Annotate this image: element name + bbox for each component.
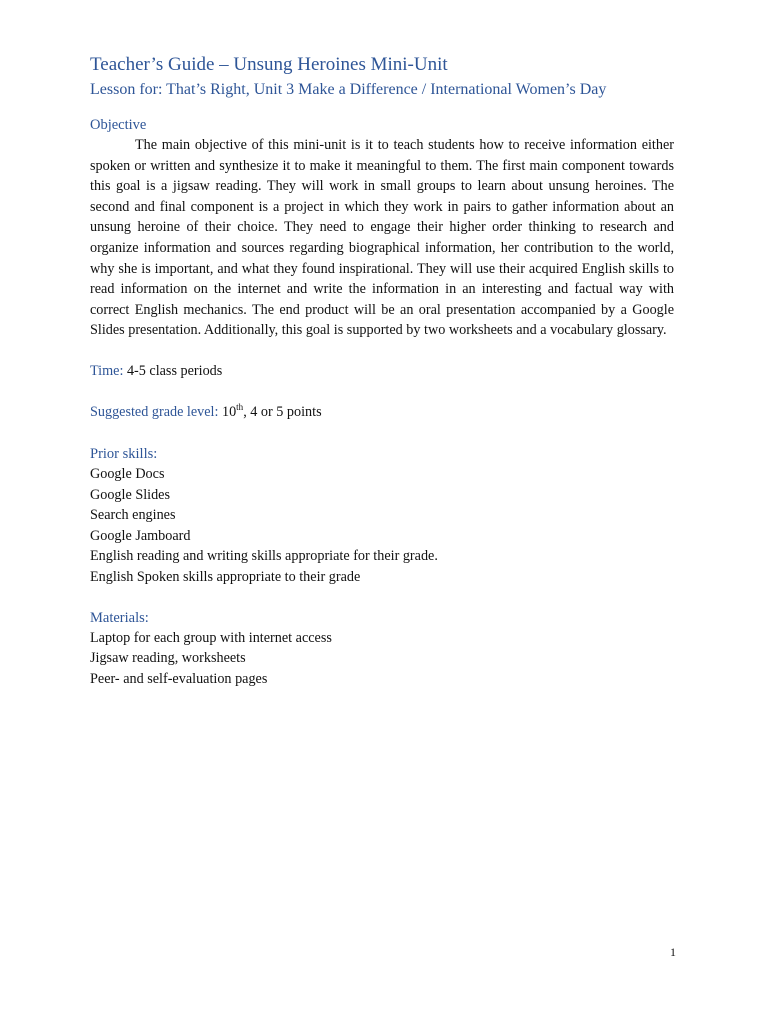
materials-list [90,628,674,690]
material-item: Laptop for each group with internet access [90,629,332,646]
grade-level-points: , 4 or 5 points [243,403,322,420]
document-title: Teacher’s Guide – Unsung Heroines Mini-Unit [90,54,448,75]
materials-heading: Materials: [90,609,149,626]
objective-section [90,115,674,341]
prior-skill-item: Google Jamboard [90,527,191,544]
materials-section [90,608,674,690]
prior-skill-item: Google Docs [90,465,165,482]
prior-skill-item: Search engines [90,507,176,524]
material-item: Jigsaw reading, worksheets [90,650,246,667]
objective-text: The main objective of this mini-unit is it to teach students how to receive information either spoken or written and synthesize it to make it meaningful to them. The first main component towards this goal is a jigsaw reading. They will work in small groups to learn about unsung heroines. The second and final component is a project in which they work in pairs to gather information about an unsung heroine of their choice. They need to engage their higher order thinking to research and organize information and sources regarding biographical information, her contribution to the world, why she is important, and what they found inspirational. They will use their acquired English skills to read information on the internet and write the information in an interesting and factual way with correct English mechanics. The end product will be an oral presentation accompanied by a Google Slides presentation. Additionally, this goal is supported by two worksheets and a vocabulary glossary. [90,137,674,339]
prior-skill-item: English Spoken skills appropriate to their grade [90,568,361,585]
grade-level-line [90,402,674,422]
document-subtitle: Lesson for: That’s Right, Unit 3 Make a Difference / International Women’s Day [90,81,607,98]
prior-skill-item: English reading and writing skills appropriate for their grade. [90,548,438,565]
time-value: 4-5 class periods [126,362,223,379]
grade-level-superscript: th [236,401,244,412]
time-label: Time: [90,362,124,379]
time-line [90,361,674,381]
grade-level-number: 10 [221,403,237,420]
prior-skills-section [90,444,674,588]
page-content [90,53,674,689]
objective-paragraph [90,135,674,341]
prior-skills-list [90,464,674,588]
prior-skills-heading: Prior skills: [90,445,158,462]
material-item: Peer- and self-evaluation pages [90,670,268,687]
grade-level-label: Suggested grade level: [90,403,219,420]
page-number: 1 [670,945,676,959]
prior-skill-item: Google Slides [90,486,170,503]
objective-heading: Objective [90,117,147,133]
